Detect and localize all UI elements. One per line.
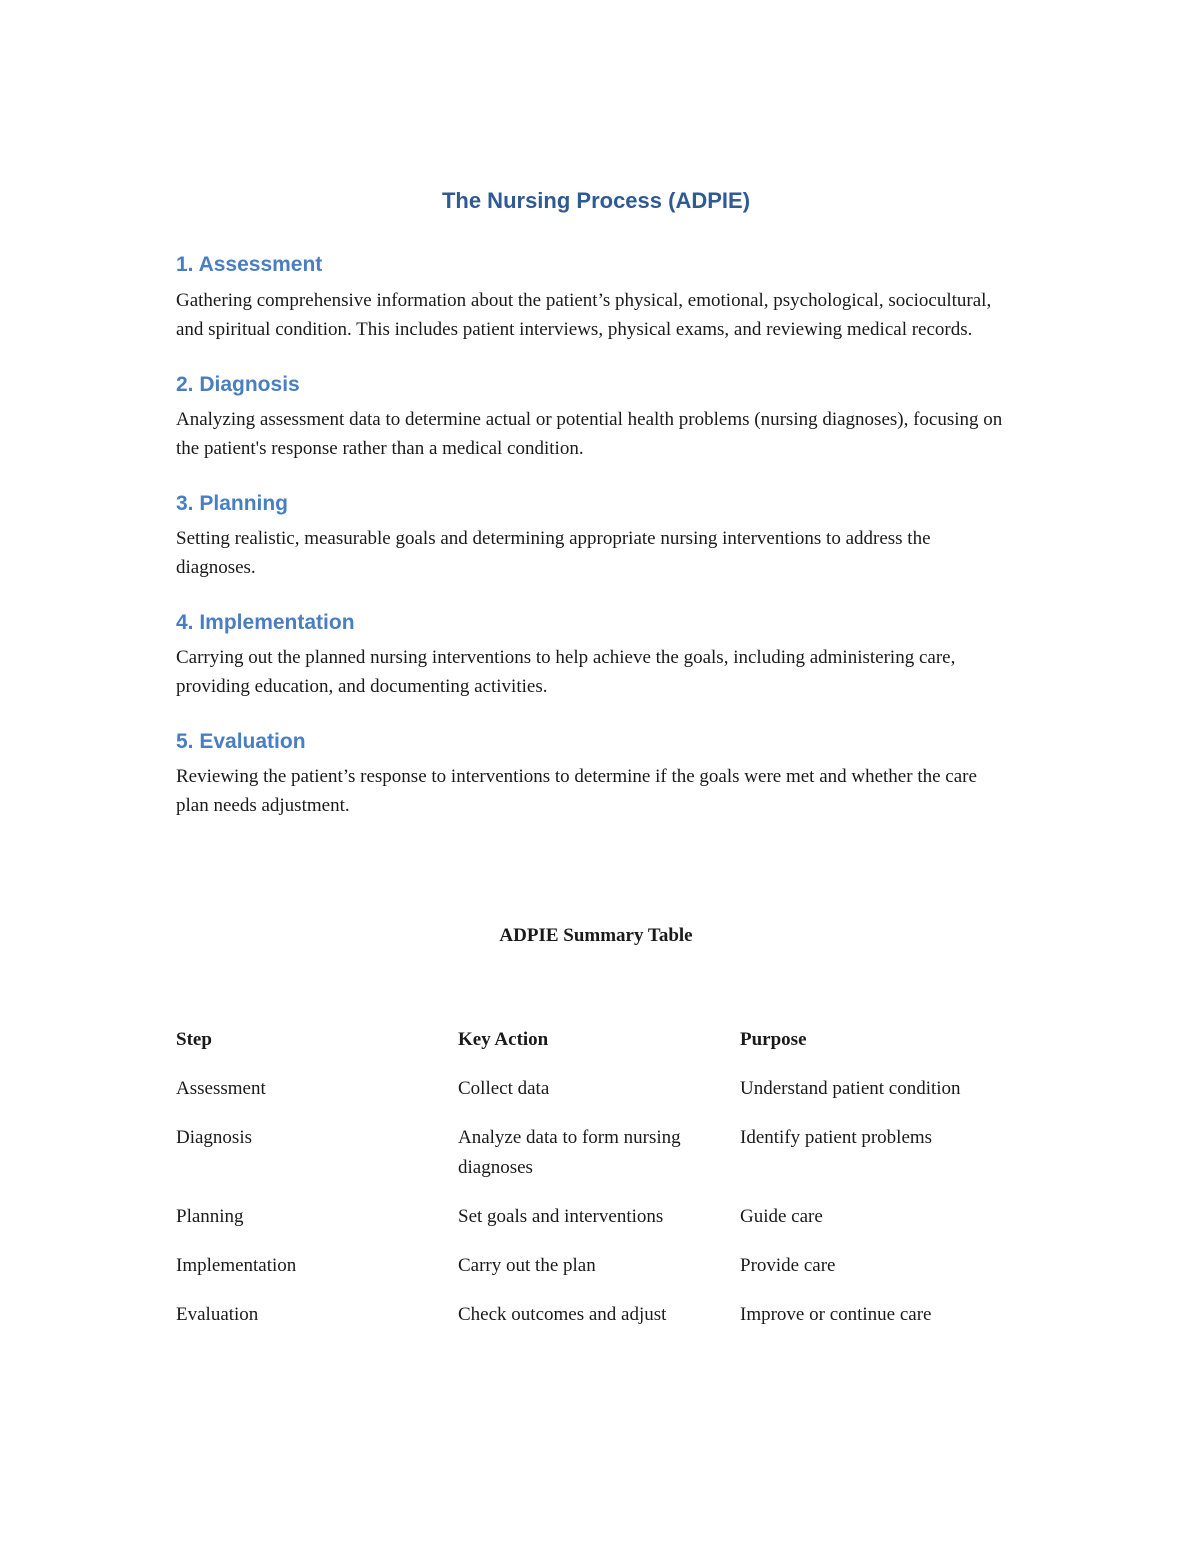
- table-cell: Provide care: [740, 1255, 836, 1277]
- table-cell: Identify patient problems: [740, 1127, 933, 1149]
- document-title: The Nursing Process (ADPIE): [441, 188, 751, 213]
- section-body: Reviewing the patient’s response to interventions to determine if the goals were met and whether the care plan needs adjustment.: [176, 766, 977, 817]
- section-heading: 5. Evaluation: [176, 730, 306, 754]
- section-heading: 3. Planning: [176, 491, 289, 515]
- table-cell: Implementation: [176, 1255, 297, 1277]
- section-implementation: [176, 610, 1016, 701]
- summary-table: [176, 1025, 1006, 1349]
- table-cell: Check outcomes and adjust: [458, 1304, 667, 1326]
- table-cell: Assessment: [176, 1078, 266, 1100]
- column-header-purpose: Purpose: [740, 1029, 807, 1051]
- table-row: [176, 1251, 1006, 1300]
- table-row: [176, 1123, 1006, 1202]
- table-header-row: [176, 1025, 1006, 1074]
- section-heading: 4. Implementation: [176, 610, 355, 634]
- table-cell: Set goals and interventions: [458, 1206, 664, 1228]
- section-heading: 1. Assessment: [176, 253, 323, 277]
- table-cell: Evaluation: [176, 1304, 259, 1326]
- table-cell: Improve or continue care: [740, 1304, 932, 1326]
- section-assessment: [176, 252, 1016, 343]
- summary-table-title: ADPIE Summary Table: [499, 925, 693, 947]
- table-cell: Diagnosis: [176, 1127, 252, 1149]
- section-diagnosis: [176, 372, 1016, 463]
- table-row: [176, 1300, 1006, 1349]
- table-cell: Collect data: [458, 1078, 550, 1100]
- table-row: [176, 1202, 1006, 1251]
- document-page: [176, 188, 1016, 1349]
- table-cell: Guide care: [740, 1206, 823, 1228]
- table-cell: Analyze data to form nursing diagnoses: [458, 1127, 681, 1179]
- section-body: Setting realistic, measurable goals and determining appropriate nursing interventions to address the diagnoses.: [176, 527, 931, 578]
- column-header-step: Step: [176, 1029, 212, 1051]
- section-body: Gathering comprehensive information about the patient’s physical, emotional, psychological, sociocultural, and spiritual condition. This includes patient interviews, physical exams, and reviewing medical records.: [176, 289, 992, 340]
- column-header-key-action: Key Action: [458, 1029, 549, 1051]
- table-cell: Understand patient condition: [740, 1078, 961, 1100]
- section-heading: 2. Diagnosis: [176, 372, 300, 396]
- section-body: Analyzing assessment data to determine actual or potential health problems (nursing diagnoses), focusing on the patient's response rather than a medical condition.: [176, 408, 1003, 459]
- section-planning: [176, 491, 1016, 582]
- table-row: [176, 1074, 1006, 1123]
- table-cell: Planning: [176, 1206, 244, 1228]
- section-evaluation: [176, 729, 1016, 820]
- table-cell: Carry out the plan: [458, 1255, 596, 1277]
- section-body: Carrying out the planned nursing interventions to help achieve the goals, including administering care, providing education, and documenting activities.: [176, 647, 956, 698]
